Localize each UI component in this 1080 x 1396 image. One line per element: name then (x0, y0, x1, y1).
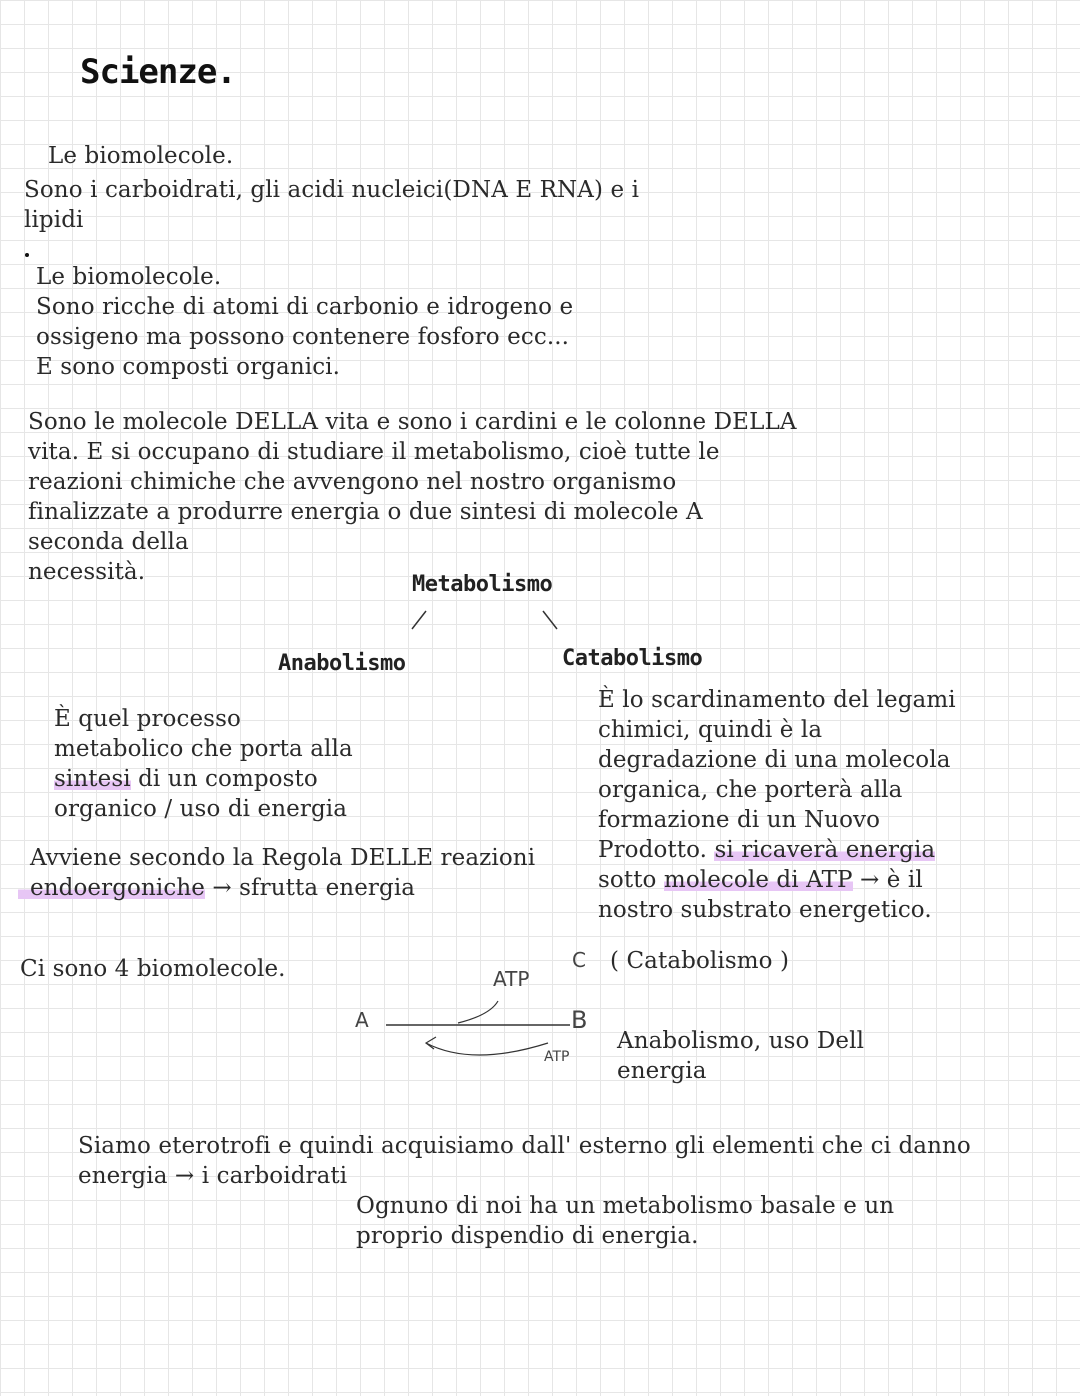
biomolecole-description (36, 262, 573, 382)
reaction-a-label: A (355, 1008, 369, 1032)
page-title: Scienze. (80, 52, 236, 92)
metabolismo-basale-line-1: Ognuno di noi ha un metabolismo basale e un (356, 1193, 895, 1219)
catabolismo-note: ( Catabolismo ) (610, 948, 790, 974)
text-line: sintesi di un composto (54, 766, 318, 792)
highlight-atp: molecole di ATP (663, 867, 853, 893)
text-line: Prodotto. si ricaverà energia (598, 837, 936, 863)
text-line: Sono ricche di atomi di carbonio e idrogeno e (36, 294, 574, 320)
branch-right-line (543, 611, 557, 629)
text-line: È lo scardinamento del legami (598, 687, 956, 713)
vita-paragraph (28, 407, 797, 587)
anabolismo-note-1: Anabolismo, uso Dell (617, 1028, 865, 1054)
anabolismo-rule-2: endoergoniche → sfrutta energia (30, 873, 415, 903)
reaction-arrows (380, 995, 580, 1065)
biomolecole-count: Ci sono 4 biomolecole. (20, 956, 286, 982)
highlight-energia: si ricaverà energia (714, 837, 936, 863)
text-line: ossigeno ma possono contenere fosforo ecc... (36, 324, 570, 350)
text-line: nostro substrato energetico. (598, 897, 932, 923)
reaction-arc-bottom (426, 1043, 548, 1055)
reaction-c-label: C (572, 948, 586, 972)
reaction-arc-top (458, 1001, 498, 1023)
diagram-root-label: Metabolismo (412, 572, 553, 597)
text-line: metabolico che porta alla (54, 736, 353, 762)
catabolismo-description (598, 685, 956, 925)
text-line: sotto molecole di ATP → è il (598, 867, 923, 893)
highlight-endoergoniche: endoergoniche (18, 875, 205, 901)
branch-left-line (412, 611, 426, 629)
anabolismo-rule: Avviene secondo la Regola DELLE reazioni (30, 845, 536, 871)
metabolismo-basale-line-2: proprio dispendio di energia. (356, 1223, 699, 1249)
intro-line-2: lipidi (24, 207, 84, 233)
text-line: Le biomolecole. (36, 264, 222, 290)
eterotrofi-line-1: Siamo eterotrofi e quindi acquisiamo dall' esterno gli elementi che ci danno (78, 1133, 971, 1159)
anabolismo-heading: Anabolismo (278, 651, 406, 676)
branch-lines (400, 605, 570, 635)
text-line: vita. E si occupano di studiare il metabolismo, cioè tutte le (28, 439, 720, 465)
text-line: seconda della (28, 529, 189, 555)
text-line: formazione di un Nuovo (598, 807, 881, 833)
text-line: finalizzate a produrre energia o due sintesi di molecole A (28, 499, 703, 525)
anabolismo-description (54, 704, 353, 824)
intro-heading: Le biomolecole. (48, 143, 234, 169)
text-line: organica, che porterà alla (598, 777, 903, 803)
text-line: Sono le molecole DELLA vita e sono i cardini e le colonne DELLA (28, 409, 797, 435)
reaction-atp-top: ATP (493, 967, 530, 991)
text-line: necessità. (28, 559, 146, 585)
anabolismo-note-2: energia (617, 1058, 707, 1084)
reaction-b-label: B (571, 1006, 588, 1034)
catabolismo-heading: Catabolismo (562, 646, 703, 671)
text-line: reazioni chimiche che avvengono nel nostro organismo (28, 469, 677, 495)
reaction-atp-bottom: ATP (544, 1049, 570, 1065)
text-line: degradazione di una molecola (598, 747, 951, 773)
highlight-sintesi: sintesi (54, 766, 131, 792)
text-line: È quel processo (54, 706, 241, 732)
text-line: chimici, quindi è la (598, 717, 823, 743)
text-line: organico / uso di energia (54, 796, 348, 822)
bullet-dot (25, 253, 29, 257)
text-line: E sono composti organici. (36, 354, 341, 380)
intro-line-1: Sono i carboidrati, gli acidi nucleici(DNA E RNA) e i (24, 177, 640, 203)
eterotrofi-line-2: energia → i carboidrati (78, 1163, 348, 1189)
